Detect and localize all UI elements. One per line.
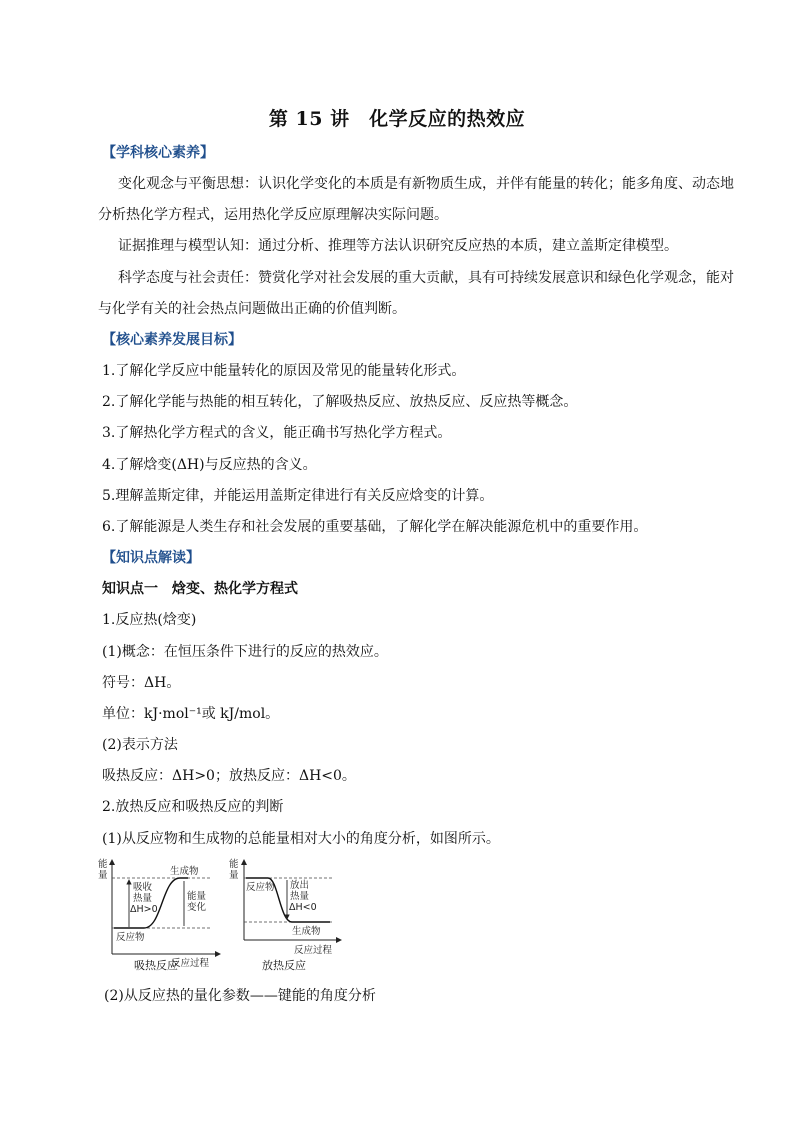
- change-label: 变化: [187, 902, 207, 913]
- release-label: 放出: [290, 880, 310, 891]
- absorb-label: 吸收: [133, 882, 153, 893]
- content-line: 2.放热反应和吸热反应的判断: [102, 799, 284, 815]
- knowledge-point-title: 知识点一 焓变、热化学方程式: [102, 581, 298, 597]
- product-label: 生成物: [292, 926, 321, 937]
- figure-caption-exothermic: 放热反应: [262, 959, 306, 972]
- content-line: (1)概念：在恒压条件下进行的反应的热效应。: [102, 644, 388, 660]
- delta-h-label: ΔH>0: [130, 904, 158, 915]
- goal-item: 4.了解焓变(ΔH)与反应热的含义。: [102, 457, 317, 473]
- content-line: 符号：ΔH。: [102, 675, 181, 691]
- y-axis-label: 能: [229, 859, 239, 870]
- reactant-label: 反应物: [116, 932, 145, 943]
- goal-item: 1.了解化学反应中能量转化的原因及常见的能量转化形式。: [102, 363, 466, 379]
- content-line: (2)从反应热的量化参数——键能的角度分析: [104, 988, 376, 1004]
- content-line: (1)从反应物和生成物的总能量相对大小的角度分析，如图所示。: [102, 831, 500, 847]
- reactant-label: 反应物: [246, 882, 275, 893]
- y-axis-label: 量: [229, 870, 239, 881]
- figure-caption-endothermic: 吸热反应: [134, 959, 178, 972]
- content-line: 1.反应热(焓变): [102, 612, 197, 628]
- change-label: 能量: [187, 891, 207, 902]
- page-title: 第 15 讲 化学反应的热效应: [268, 108, 526, 130]
- section-heading-goals: 【核心素养发展目标】: [102, 332, 242, 348]
- x-axis-label: 反应过程: [171, 958, 210, 969]
- paragraph-line: 科学态度与社会责任：赞赏化学对社会发展的重大贡献，具有可持续发展意识和绿色化学观念，能对: [118, 270, 734, 286]
- x-axis-label: 反应过程: [294, 945, 333, 956]
- goal-item: 3.了解热化学方程式的含义，能正确书写热化学方程式。: [102, 425, 452, 441]
- content-line: (2)表示方法: [102, 737, 178, 753]
- content-line: 单位：kJ·mol⁻¹或 kJ/mol。: [102, 706, 280, 722]
- paragraph-line: 证据推理与模型认知：通过分析、推理等方法认识研究反应热的本质，建立盖斯定律模型。: [118, 238, 678, 254]
- goal-item: 5.理解盖斯定律，并能运用盖斯定律进行有关反应焓变的计算。: [102, 488, 494, 504]
- delta-h-label: ΔH<0: [289, 902, 317, 913]
- content-line: 吸热反应：ΔH>0；放热反应：ΔH<0。: [102, 768, 356, 784]
- y-axis-label: 量: [98, 870, 108, 881]
- section-heading-knowledge: 【知识点解读】: [102, 550, 200, 566]
- absorb-label: 热量: [133, 893, 153, 904]
- paragraph-line: 变化观念与平衡思想：认识化学变化的本质是有新物质生成，并伴有能量的转化；能多角度、动态地: [118, 176, 734, 192]
- product-label: 生成物: [170, 866, 199, 877]
- paragraph-line: 与化学有关的社会热点问题做出正确的价值判断。: [98, 301, 406, 317]
- paragraph-line: 分析热化学方程式，运用热化学反应原理解决实际问题。: [98, 207, 448, 223]
- release-label: 热量: [290, 891, 310, 902]
- goal-item: 2.了解化学能与热能的相互转化，了解吸热反应、放热反应、反应热等概念。: [102, 394, 578, 410]
- section-heading-literacy: 【学科核心素养】: [102, 145, 214, 161]
- y-axis-label: 能: [98, 859, 108, 870]
- goal-item: 6.了解能源是人类生存和社会发展的重要基础，了解化学在解决能源危机中的重要作用。: [102, 519, 648, 535]
